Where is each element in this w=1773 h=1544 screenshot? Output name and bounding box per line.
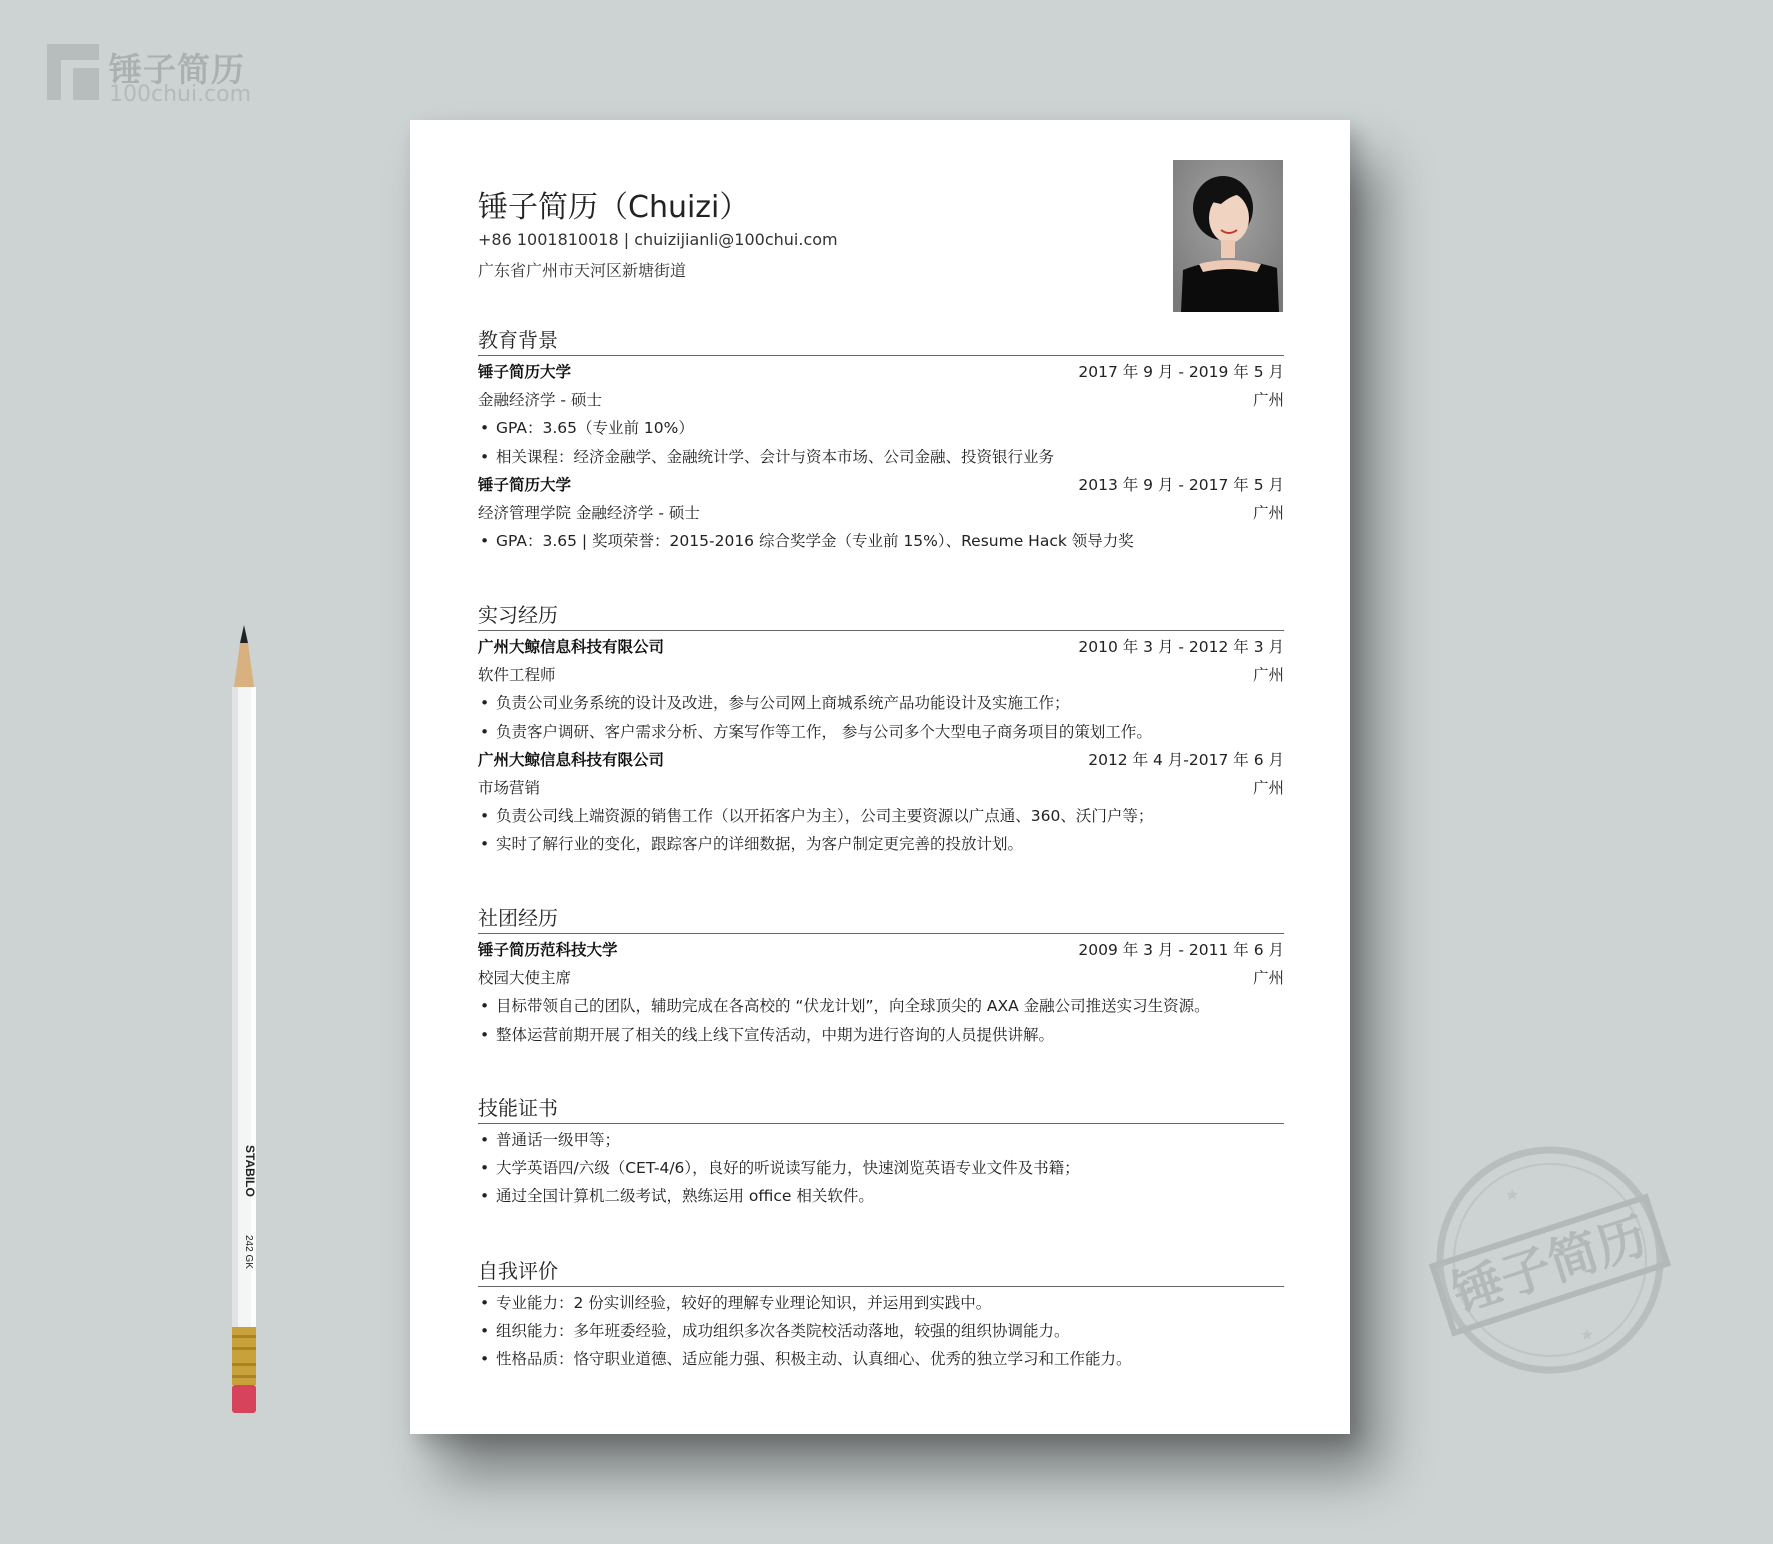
resume-contact: +86 1001810018 | chuizijianli@100chui.com	[478, 230, 838, 249]
section-title: 教育背景	[478, 328, 558, 352]
section-internship	[478, 600, 1284, 859]
entry-location: 广州	[1252, 969, 1284, 988]
section-title: 社团经历	[478, 906, 558, 930]
entry-org: 广州大鲸信息科技有限公司	[478, 750, 665, 769]
list-item: • 负责公司业务系统的设计及改进，参与公司网上商城系统产品功能设计及实施工作；	[478, 689, 1284, 717]
list-item: • 负责公司线上端资源的销售工作（以开拓客户为主），公司主要资源以广点通、360、沃门户等；	[478, 802, 1284, 830]
watermark-brand: 锤子简历	[109, 50, 245, 89]
resume-paper	[410, 120, 1350, 1434]
pencil-brand: STABILO	[243, 1145, 257, 1197]
list-item: • 实时了解行业的变化，跟踪客户的详细数据，为客户制定更完善的投放计划。	[478, 830, 1284, 858]
entry-role: 软件工程师	[478, 666, 556, 685]
list-item: • 普通话一级甲等；	[478, 1126, 1284, 1154]
list-item: • 性格品质：恪守职业道德、适应能力强、积极主动、认真细心、优秀的独立学习和工作能力。	[478, 1345, 1284, 1373]
list-item: • GPA：3.65（专业前 10%）	[478, 414, 1284, 442]
list-item: • 专业能力：2 份实训经验，较好的理解专业理论知识，并运用到实践中。	[478, 1289, 1284, 1317]
entry-location: 广州	[1252, 778, 1284, 797]
section-skills	[478, 1093, 1284, 1211]
resume-address: 广东省广州市天河区新塘街道	[478, 261, 687, 280]
entry-header	[478, 633, 1284, 661]
section-title: 实习经历	[478, 603, 558, 627]
section-title: 自我评价	[478, 1259, 558, 1283]
watermark-site: 100chui.com	[109, 82, 252, 107]
section-self-evaluation	[478, 1256, 1284, 1374]
section-title: 技能证书	[478, 1096, 558, 1120]
entry-date: 2009 年 3 月 - 2011 年 6 月	[1078, 941, 1284, 959]
entry-subheader	[478, 499, 1284, 527]
list-item: • 负责客户调研、客户需求分析、方案写作等工作， 参与公司多个大型电子商务项目的策划工作。	[478, 718, 1284, 746]
entry-subheader	[478, 964, 1284, 992]
pencil-model: 242 GK	[243, 1235, 254, 1269]
stamp-watermark	[1420, 1130, 1680, 1390]
list-item: • 大学英语四/六级（CET-4/6），良好的听说读写能力，快速浏览英语专业文件及书籍；	[478, 1154, 1284, 1182]
entry-subheader	[478, 661, 1284, 689]
section-divider	[478, 1123, 1284, 1124]
list-item: • 整体运营前期开展了相关的线上线下宣传活动，中期为进行咨询的人员提供讲解。	[478, 1021, 1284, 1049]
stamp-text: 锤子简历	[1445, 1206, 1655, 1324]
section-divider	[478, 630, 1284, 631]
list-item: • 组织能力：多年班委经验，成功组织多次各类院校活动落地，较强的组织协调能力。	[478, 1317, 1284, 1345]
svg-text:★: ★	[1505, 1185, 1520, 1204]
entry-header	[478, 936, 1284, 964]
pencil-image	[220, 625, 268, 1435]
profile-photo	[1173, 160, 1283, 312]
svg-text:★: ★	[1580, 1325, 1595, 1344]
entry-org: 锤子简历范科技大学	[478, 941, 618, 959]
section-divider	[478, 1286, 1284, 1287]
entry-subheader	[478, 774, 1284, 802]
list-item: • 相关课程：经济金融学、金融统计学、会计与资本市场、公司金融、投资银行业务	[478, 443, 1284, 471]
list-item: • GPA：3.65 | 奖项荣誉：2015-2016 综合奖学金（专业前 15%）、Resume Hack 领导力奖	[478, 527, 1284, 555]
section-divider	[478, 933, 1284, 934]
entry-subheader	[478, 386, 1284, 414]
logo-icon	[47, 44, 99, 100]
section-divider	[478, 355, 1284, 356]
entry-location: 广州	[1252, 503, 1284, 522]
entry-date: 2012 年 4 月-2017 年 6 月	[1088, 750, 1284, 769]
resume-name: 锤子简历（Chuizi）	[478, 190, 750, 225]
entry-org: 锤子简历大学	[478, 475, 572, 494]
entry-date: 2010 年 3 月 - 2012 年 3 月	[1078, 638, 1284, 656]
section-education	[478, 325, 1284, 555]
entry-header	[478, 471, 1284, 499]
entry-role: 校园大使主席	[478, 969, 572, 988]
entry-location: 广州	[1252, 391, 1284, 410]
section-club	[478, 903, 1284, 1049]
list-item: • 目标带领自己的团队，辅助完成在各高校的 “伏龙计划”，向全球顶尖的 AXA 金融公司推送实习生资源。	[478, 992, 1284, 1020]
entry-org: 锤子简历大学	[478, 363, 572, 381]
list-item: • 通过全国计算机二级考试，熟练运用 office 相关软件。	[478, 1182, 1284, 1210]
entry-location: 广州	[1252, 666, 1284, 685]
entry-header	[478, 358, 1284, 386]
entry-header	[478, 746, 1284, 774]
entry-role: 金融经济学 - 硕士	[478, 391, 602, 410]
entry-date: 2013 年 9 月 - 2017 年 5 月	[1078, 475, 1284, 494]
watermark-logo	[47, 44, 287, 106]
entry-date: 2017 年 9 月 - 2019 年 5 月	[1078, 363, 1284, 381]
entry-role: 经济管理学院 金融经济学 - 硕士	[478, 503, 700, 522]
entry-role: 市场营销	[478, 778, 541, 797]
entry-org: 广州大鲸信息科技有限公司	[478, 638, 665, 656]
